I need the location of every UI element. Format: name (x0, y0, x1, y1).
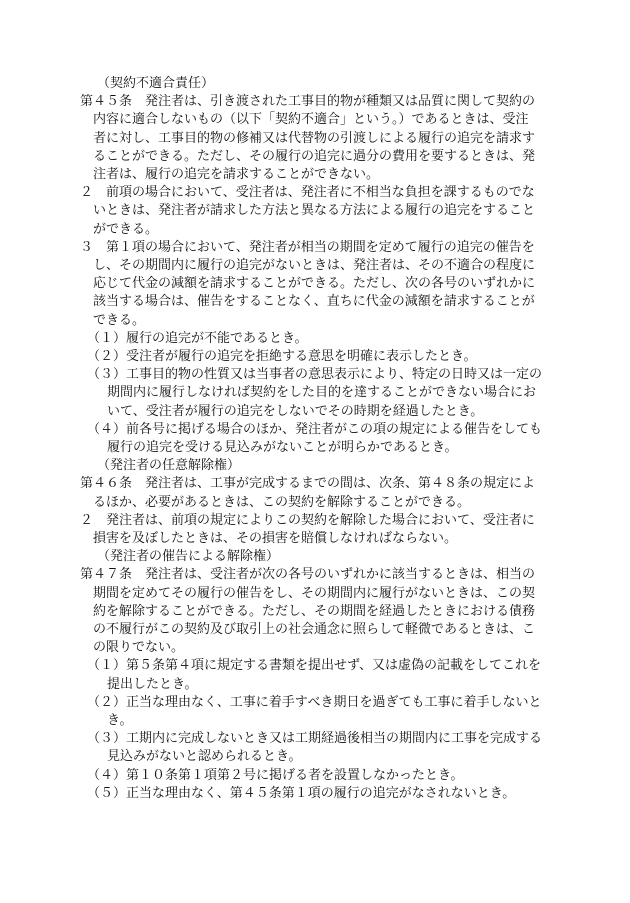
continuation-line: の不履行がこの契約及び取引上の社会通念に照らして軽微であるときは、こ (93, 622, 536, 637)
continuation-line: 約を解除することができる。ただし、その期間を経過したときにおける債務 (93, 603, 536, 619)
continuation-line: 者に対し、工事目的物の修補又は代替物の引渡しによる履行の追完を請求す (93, 130, 536, 146)
item-line: （４）第１０条第１項第２号に掲げる者を設置しなかったとき。 (87, 767, 464, 783)
continuation-line: 応じて代金の減額を請求することができる。ただし、次の各号のいずれかに (93, 276, 536, 292)
continuation-line: 注者は、履行の追完を請求することができない。 (93, 167, 380, 182)
item-line: （２）受注者が履行の追完を拒絶する意思を明確に表示したとき。 (87, 349, 477, 364)
article-line: 第４５条 発注者は、引き渡された工事目的物が種類又は品質に関して契約の (80, 94, 536, 110)
continuation-line: 期間を定めてその履行の催告をし、その期間内に履行がないときは、この契 (93, 585, 536, 601)
item-continuation-line: いて、受注者が履行の追完をしないでその時期を経過したとき。 (107, 403, 484, 419)
continuation-line: ができる。 (93, 221, 159, 237)
item-line: （３）工事目的物の性質又は当事者の意思表示により、特定の日時又は一定の (87, 367, 543, 383)
continuation-line: 損害を及ぼしたときは、その損害を賠償しなければならない。 (93, 531, 458, 546)
article-line: 第４７条 発注者は、受注者が次の各号のいずれかに該当するときは、相当の (80, 567, 536, 583)
item-line: （４）前各号に掲げる場合のほか、発注者がこの項の規定による催告をしても (87, 421, 543, 437)
item-continuation-line: き。 (107, 713, 133, 728)
section-heading: （発注者の任意解除権） (97, 458, 241, 474)
item-continuation-line: 期間内に履行しなければ契約をした目的を達することができない場合にお (107, 385, 537, 401)
continuation-line: できる。 (93, 312, 146, 328)
item-continuation-line: 履行の追完を受ける見込みがないことが明らかであるとき。 (107, 440, 458, 455)
section-heading: （発注者の催告による解除権） (97, 549, 280, 565)
item-line: （１）第５条第４項に規定する書類を提出せず、又は虚偽の記載をしてこれを (87, 658, 541, 674)
continuation-line: の限りでない。 (93, 640, 185, 656)
article-line: 第４６条 発注者は、工事が完成するまでの間は、次条、第４８条の規定によ (80, 476, 536, 492)
section-heading: （契約不適合責任） (97, 76, 215, 91)
continuation-line: ることができる。ただし、その履行の追完に過分の費用を要するときは、発 (93, 148, 536, 164)
continuation-line: いときは、発注者が請求した方法と異なる方法による履行の追完をすること (93, 203, 536, 219)
item-line: （５）正当な理由なく、第４５条第１項の履行の追完がなされないとき。 (87, 785, 516, 801)
item-line: （３）工期内に完成しないとき又は工期経過後相当の期間内に工事を完成する (87, 731, 543, 747)
paragraph-line: ２ 前項の場合において、受注者は、発注者に不相当な負担を課するものでな (80, 185, 535, 201)
continuation-line: るほか、必要があるときは、この契約を解除することができる。 (93, 494, 471, 510)
continuation-line: 内容に適合しないもの（以下「契約不適合」という。）であるときは、受注 (93, 112, 529, 128)
item-line: （２）正当な理由なく、工事に着手すべき期日を過ぎても工事に着手しないと (87, 694, 542, 710)
continuation-line: 該当する場合は、催告をすることなく、直ちに代金の減額を請求することが (93, 294, 535, 310)
continuation-line: し、その期間内に履行の追完がないときは、発注者は、その不適合の程度に (93, 258, 536, 273)
item-continuation-line: 見込みがないと認められるとき。 (107, 749, 302, 765)
paragraph-line: ３ 第１項の場合において、発注者が相当の期間を定めて履行の追完の催告を (80, 239, 535, 255)
paragraph-line: ２ 発注者は、前項の規定によりこの契約を解除した場合において、受注者に (80, 512, 535, 528)
item-continuation-line: 提出したとき。 (107, 676, 198, 692)
item-line: （１）履行の追完が不能であるとき。 (87, 330, 308, 346)
